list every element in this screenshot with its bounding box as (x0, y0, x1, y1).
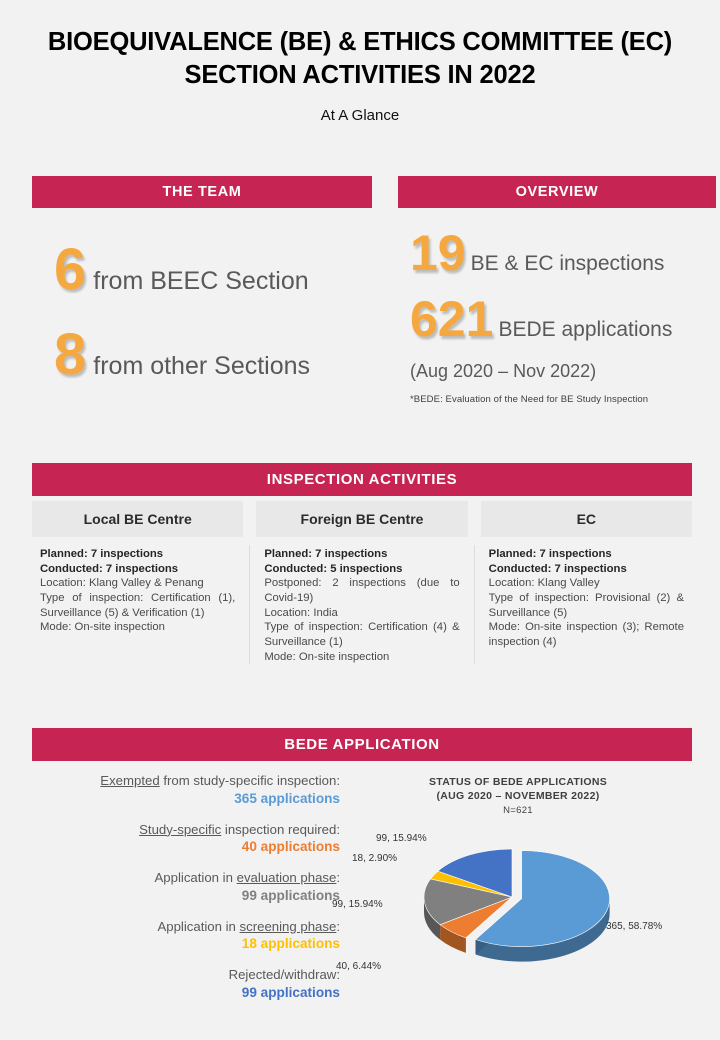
inspection-activities-section (32, 463, 692, 664)
inspection-card-body (32, 537, 243, 635)
inspection-card-local-be-centre (32, 501, 243, 664)
team-stat-row (54, 322, 372, 388)
card-divider (474, 545, 475, 664)
chart-sample-size: N=621 (503, 804, 533, 816)
inspection-card-title: Foreign BE Centre (256, 501, 467, 537)
inspection-detail: Mode: On-site inspection (264, 650, 390, 663)
bede-status-label: Exempted from study-specific inspection: (100, 773, 340, 788)
bede-status-label: Application in evaluation phase: (154, 870, 340, 885)
team-stat-number: 8 (54, 322, 87, 388)
inspection-card-ec (481, 501, 692, 664)
overview-section (398, 176, 716, 412)
bede-status-item (32, 773, 340, 806)
inspection-detail: Postponed: 2 inspections (due to Covid-19) (264, 577, 460, 605)
bede-application-section (32, 728, 692, 1016)
overview-stat-label: BEDE applications (498, 317, 673, 341)
bede-status-value: 365 applications (234, 790, 340, 806)
inspection-detail: Type of inspection: Certification (1), Surveillance (5) & Verification (1) (40, 592, 236, 619)
inspection-conducted: Conducted: 7 inspections (40, 562, 179, 575)
inspection-detail: Location: India (264, 606, 338, 619)
pie-data-label-4: 18, 2.90% (352, 853, 398, 865)
inspection-cards-row (32, 501, 692, 664)
chart-title: STATUS OF BEDE APPLICATIONS (428, 776, 608, 788)
inspection-planned: Planned: 7 inspections (488, 548, 612, 560)
team-stat-number: 6 (54, 237, 87, 302)
inspection-conducted: Conducted: 7 inspections (488, 562, 627, 575)
overview-stat-row (410, 225, 716, 281)
bede-status-value: 99 applications (241, 887, 340, 903)
overview-body (398, 208, 716, 405)
chart-title-block (344, 773, 692, 817)
title-block (0, 0, 720, 124)
bede-status-list (32, 773, 344, 1016)
inspection-card-foreign-be-centre (256, 501, 467, 664)
inspection-card-body (481, 537, 692, 650)
inspection-activities-header: INSPECTION ACTIVITIES (32, 463, 692, 496)
pie-chart-svg (344, 825, 684, 975)
pie-data-label-2: 40, 6.44% (336, 961, 382, 973)
bede-status-value: 40 applications (241, 839, 340, 854)
bede-application-header: BEDE APPLICATION (32, 728, 692, 761)
page-subtitle: At A Glance (320, 107, 400, 125)
inspection-conducted: Conducted: 5 inspections (264, 562, 403, 575)
bede-status-label: Application in screening phase: (157, 918, 340, 934)
bede-status-value: 18 applications (241, 936, 340, 951)
pie-holder (332, 825, 684, 975)
bede-content-row (32, 773, 692, 1016)
bede-status-item (32, 967, 340, 1000)
team-stat-row (54, 237, 372, 302)
bede-status-item (32, 822, 340, 855)
inspection-card-body (256, 537, 467, 664)
team-stat-label: from other Sections (93, 352, 311, 381)
bede-status-label: Study-specific inspection required: (139, 821, 340, 837)
pie-data-label-5: 99, 15.94% (376, 833, 427, 845)
the-team-body (32, 208, 372, 388)
pie-data-label-1: 365, 58.78% (606, 921, 663, 933)
bede-status-label: Rejected/withdraw: (228, 967, 340, 982)
the-team-section (32, 176, 372, 412)
bede-pie-chart (332, 773, 692, 1016)
bede-status-item (32, 919, 340, 952)
team-stat-label: from BEEC Section (93, 267, 309, 295)
page-title: BIOEQUIVALENCE (BE) & ETHICS COMMITTEE (EC) SECTION ACTIVITIES IN 2022 (47, 28, 673, 89)
pie-data-label-3: 99, 15.94% (332, 899, 383, 911)
inspection-detail: Type of inspection: Certification (4) & Surveillance (1) (264, 621, 460, 649)
overview-stat-row (410, 290, 716, 347)
inspection-detail: Mode: On-site inspection (3); Remote inspection (4) (488, 621, 684, 649)
overview-period: (Aug 2020 – Nov 2022) (410, 361, 597, 381)
inspection-card-title: Local BE Centre (32, 501, 243, 537)
inspection-planned: Planned: 7 inspections (264, 548, 388, 560)
inspection-detail: Mode: On-site inspection (40, 621, 165, 634)
chart-subtitle: (AUG 2020 – NOVEMBER 2022) (436, 790, 600, 803)
the-team-header: THE TEAM (32, 176, 372, 208)
inspection-detail: Location: Klang Valley & Penang (40, 577, 204, 590)
bede-status-item (32, 870, 340, 903)
inspection-detail: Type of inspection: Provisional (2) & Surveillance (5) (488, 592, 684, 619)
overview-stat-label: BE & EC inspections (470, 252, 665, 275)
inspection-detail: Location: Klang Valley (488, 577, 600, 590)
top-sections-row (0, 176, 720, 412)
overview-header: OVERVIEW (398, 176, 716, 208)
overview-footnote: *BEDE: Evaluation of the Need for BE Study Inspection (410, 394, 649, 405)
bede-status-value: 99 applications (241, 984, 340, 1000)
card-divider (249, 545, 250, 664)
inspection-card-title: EC (481, 501, 692, 537)
inspection-planned: Planned: 7 inspections (40, 548, 164, 560)
overview-stat-number: 621 (410, 290, 494, 347)
overview-stat-number: 19 (410, 225, 466, 281)
